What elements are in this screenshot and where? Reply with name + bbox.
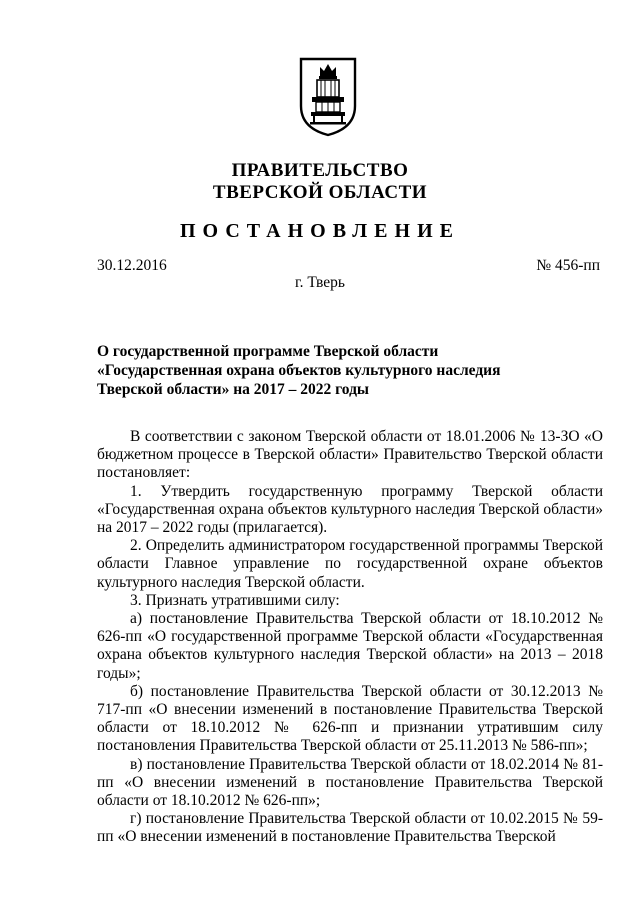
document-type-heading: ПОСТАНОВЛЕНИЕ (180, 220, 460, 242)
body-intro-paragraph: В соответствии с законом Тверской области от 18.01.2006 № 13-ЗО «О бюджетном процессе в Тверской области» Правительство Тверской области постановляет: (97, 428, 603, 482)
body-item-3: 3. Признать утратившими силу: (130, 591, 340, 609)
body-item-3d: г) постановление Правительства Тверской области от 10.02.2015 № 59-пп «О внесении изменений в постановление Правительства Тверской (97, 810, 603, 846)
subject-line-1: О государственной программе Тверской области (97, 343, 439, 360)
org-name-line2: ТВЕРСКОЙ ОБЛАСТИ (212, 182, 428, 203)
document-body (97, 428, 603, 847)
body-item-3a: а) постановление Правительства Тверской области от 18.10.2012 № 626-пп «О государственной программе Тверской области «Государственная охрана объектов культурного наследия Тверской области» на 2013 – 2018 годы»; (97, 610, 603, 682)
body-item-2: 2. Определить администратором государственной программы Тверской области Главное управление по государственной охране объектов культурного наследия Тверской области. (97, 537, 603, 591)
subject-line-3: Тверской области» на 2017 – 2022 годы (97, 381, 370, 398)
subject-line-2: «Государственная охрана объектов культурного наследия (97, 362, 501, 379)
document-number: № 456-пп (536, 257, 600, 274)
document-city: г. Тверь (295, 274, 345, 291)
body-item-3b: б) постановление Правительства Тверской области от 30.12.2013 № 717-пп «О внесении изменений в постановление Правительства Тверской области от 18.10.2012 № 626-пп и признании утратившим силу постановления Правительства Тверской области от 25.11.2013 № 586-пп»; (97, 682, 603, 755)
org-name-line1: ПРАВИТЕЛЬСТВО (231, 160, 409, 181)
body-item-3c: в) постановление Правительства Тверской области от 18.02.2014 № 81-пп «О внесении изменений в постановление Правительства Тверской области от 18.10.2012 № 626-пп»; (97, 755, 603, 810)
body-item-1: 1. Утвердить государственную программу Тверской области «Государственная охрана объектов культурного наследия Тверской области» на 2017 – 2022 годы (прилагается). (97, 482, 603, 537)
tver-coat-of-arms-emblem (298, 56, 358, 138)
document-subject (97, 342, 537, 399)
document-date: 30.12.2016 (97, 257, 167, 274)
